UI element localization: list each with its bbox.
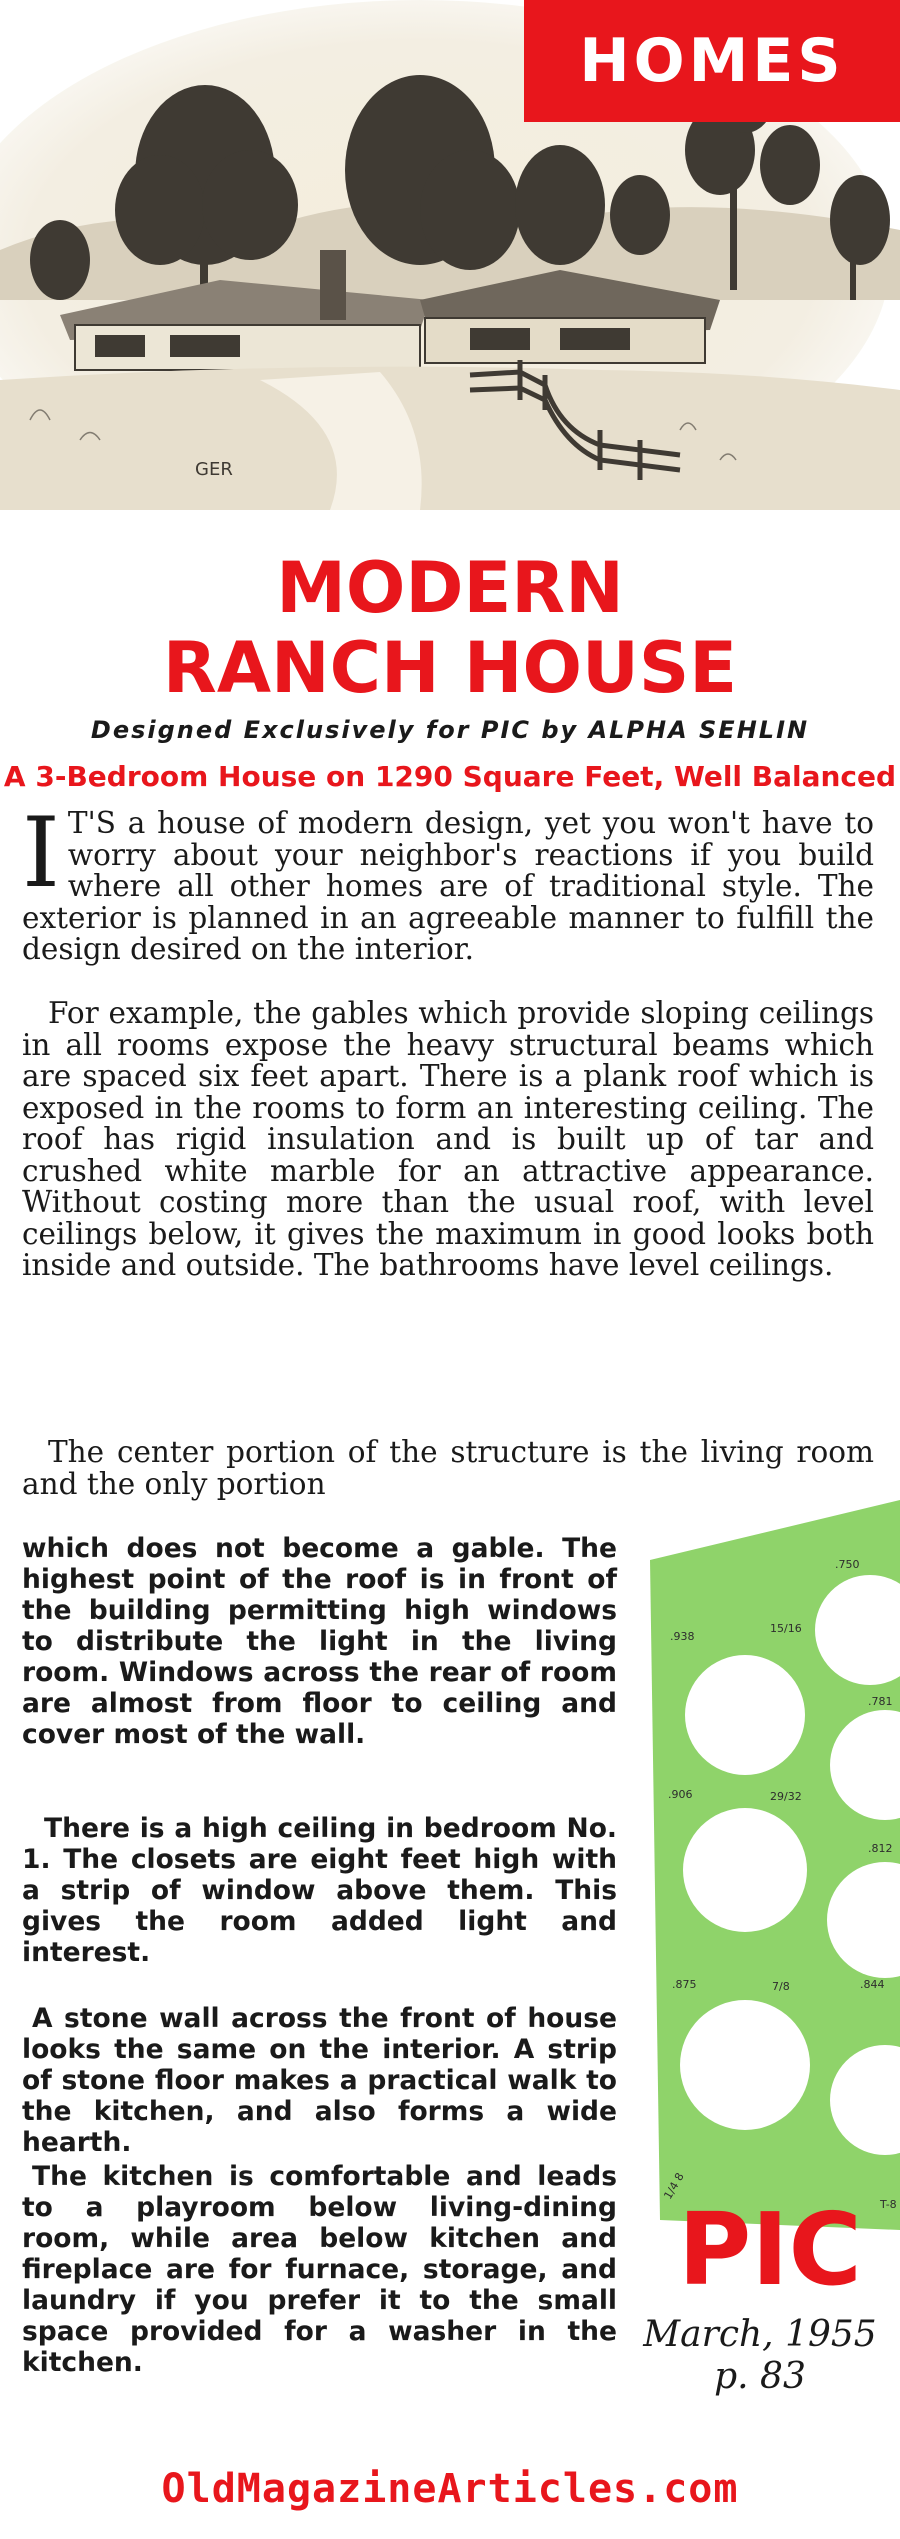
template-label-750: .750 [835,1558,860,1571]
template-label-906: .906 [668,1788,693,1801]
footer-site-name: OldMagazineArticles.com [161,2466,739,2512]
source-page: p. 83 [714,2356,806,2397]
template-label-29-32: 29/32 [770,1790,802,1803]
section-badge [524,0,900,122]
paragraph-2: For example, the gables which provide sloping ceilings in all rooms expose the heavy structural beams which are spaced six feet apart. There is a plank roof which is exposed in the rooms to form an interesting ceiling. The roof has rigid insulation and is built up of tar and crushed white marble for an attractive appearance. Without costing more than the usual roof, with level ceilings below, it gives the maximum in good looks both inside and outside. The bathrooms have level ceilings. [22,996,874,1282]
source-date: March, 1955 [643,2314,877,2355]
paragraph-5: There is a high ceiling in bedroom No. 1. The closets are eight feet high with a strip of window above them. This gives the room added light and interest. [22,1813,617,1968]
template-label-938: .938 [670,1630,695,1643]
paragraph-3: The center portion of the structure is the living room and the only portion [22,1435,874,1501]
paragraph-6: A stone wall across the front of house looks the same on the interior. A strip of stone floor makes a practical walk to the kitchen, and also forms a wide hearth. [22,2003,617,2158]
paragraph-7: The kitchen is comfortable and leads to a playroom below living-dining room, while area below kitchen and fireplace are for furnace, storage, and laundry if you prefer it to the small space provided for a washer in the kitchen. [22,2161,617,2378]
subtitle: A 3-Bedroom House on 1290 Square Feet, Well Balanced [3,760,897,793]
paragraph-1 [22,797,874,966]
template-label-quarter: 1/4 8 [661,2170,687,2202]
template-label-7-8: 7/8 [772,1980,790,1993]
template-label-844: .844 [860,1978,885,1991]
template-label-781: .781 [868,1695,893,1708]
section-badge-label: HOMES [579,26,845,96]
drop-cap: I [22,797,60,909]
title-line-2: RANCH HOUSE [162,627,738,709]
template-label-15-16: 15/16 [770,1622,802,1635]
byline: Designed Exclusively for PIC by ALPHA SEHLIN [90,716,810,744]
paragraph-4: which does not become a gable. The highest point of the roof is in front of the building permitting high windows to distribute the light in the living room. Windows across the rear of room are almost from floor to ceiling and cover most of the wall. [22,1533,617,1750]
illustration-signature: GER [195,459,233,480]
source-magazine: PIC [678,2191,862,2308]
template-label-812: .812 [868,1842,893,1855]
template-label-875: .875 [672,1978,697,1991]
paragraph-1-text: T'S a house of modern design, yet you won't have to worry about your neighbor's reactions if you build where all other homes are of traditional style. The exterior is planned in an agreeable manner to fulfill the design desired on the interior. [22,806,874,966]
template-label-t8: T-8 [880,2198,897,2211]
title-line-1: MODERN [276,547,624,629]
drafting-template-image [630,1500,900,2230]
